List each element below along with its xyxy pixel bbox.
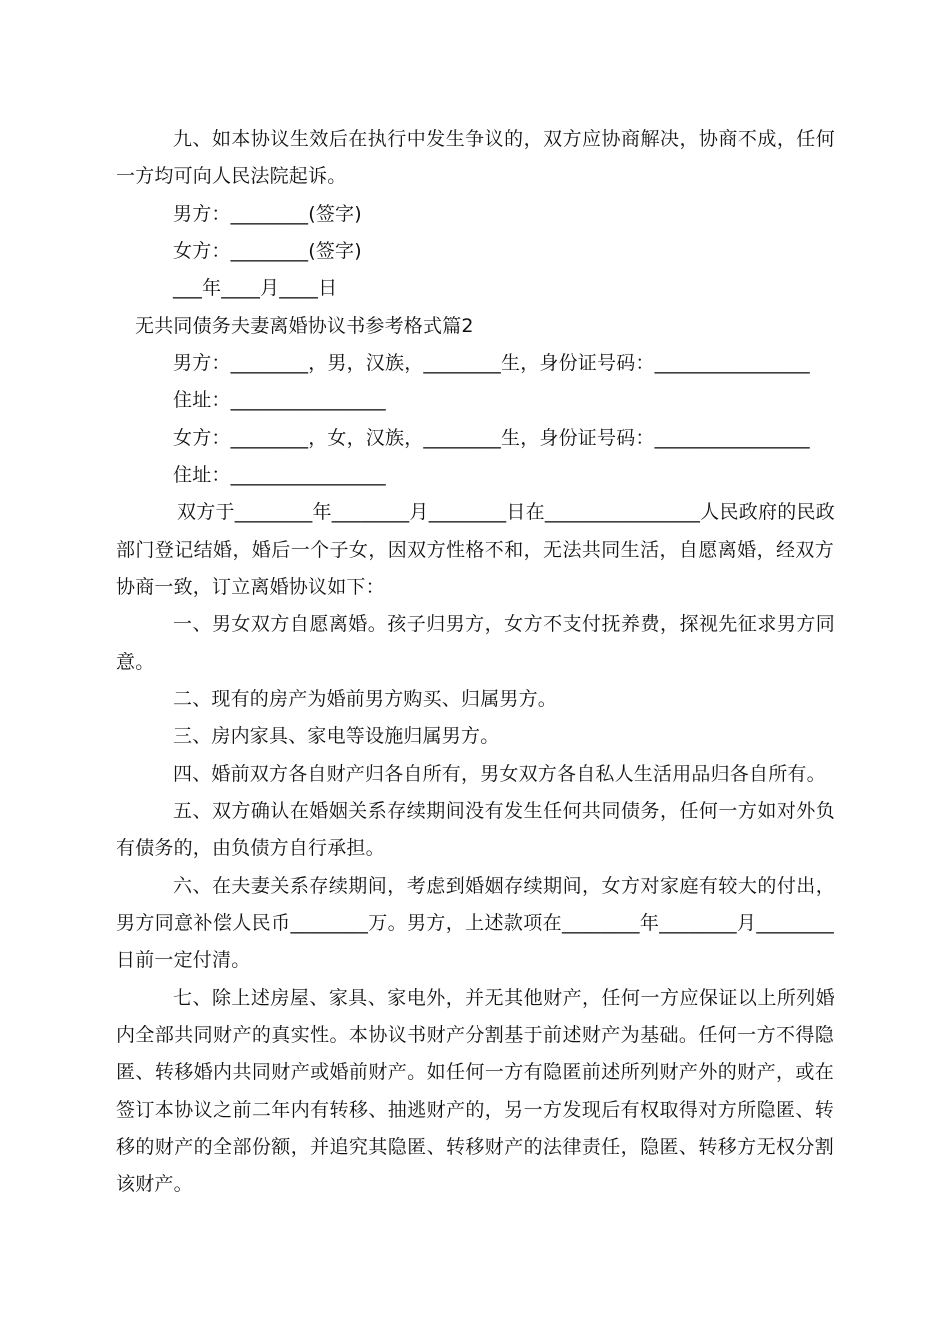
clause-5-line-1: 五、双方确认在婚姻关系存续期间没有发生任何共同债务，任何一方如对外负: [173, 800, 835, 822]
intro-line-1: 双方于________年________月________日在________________人民政府的民政: [177, 501, 835, 523]
date-line: ___年____月____日: [173, 277, 338, 299]
clause-9-line-2: 一方均可向人民法院起诉。: [116, 165, 347, 187]
female-signature-line: 女方：________(签字): [173, 240, 362, 262]
male-address-line: 住址：________________: [173, 389, 386, 411]
clause-7-line-2: 内全部共同财产的真实性。本协议书财产分割基于前述财产为基础。任何一方不得隐: [116, 1024, 834, 1046]
clause-5-line-2: 有债务的，由负债方自行承担。: [116, 837, 385, 859]
clause-2-line: 二、现有的房产为婚前男方购买、归属男方。: [173, 688, 558, 710]
clause-7-line-5: 移的财产的全部份额，并追究其隐匿、转移财产的法律责任，隐匿、转移方无权分割: [116, 1136, 834, 1158]
clause-7-line-4: 签订本协议之前二年内有转移、抽逃财产的，另一方发现后有权取得对方所隐匿、转: [116, 1099, 834, 1121]
clause-9-line-1: 九、如本协议生效后在执行中发生争议的，双方应协商解决，协商不成，任何: [173, 128, 835, 150]
clause-7-line-3: 匿、转移婚内共同财产或婚前财产。如任何一方有隐匿前述所列财产外的财产，或在: [116, 1061, 834, 1083]
intro-line-3: 协商一致，订立离婚协议如下：: [116, 576, 385, 598]
clause-1-line-1: 一、男女双方自愿离婚。孩子归男方，女方不支付抚养费，探视先征求男方同: [173, 613, 835, 635]
clause-6-line-3: 日前一定付清。: [116, 949, 251, 971]
clause-6-line-2: 男方同意补偿人民币________万。男方，上述款项在________年________月________: [116, 912, 834, 934]
clause-7-line-1: 七、除上述房屋、家具、家电外，并无其他财产，任何一方应保证以上所列婚: [173, 987, 835, 1009]
clause-4-line: 四、婚前双方各自财产归各自所有，男女双方各自私人生活用品归各自所有。: [173, 763, 826, 785]
female-address-line: 住址：________________: [173, 464, 386, 486]
clause-6-line-1: 六、在夫妻关系存续期间，考虑到婚姻存续期间，女方对家庭有较大的付出，: [173, 875, 835, 897]
male-signature-line: 男方：________(签字): [173, 203, 362, 225]
section-title: 无共同债务夫妻离婚协议书参考格式篇2: [135, 315, 474, 337]
intro-line-2: 部门登记结婚，婚后一个子女，因双方性格不和，无法共同生活，自愿离婚，经双方: [116, 539, 834, 561]
female-info-line: 女方：________，女，汉族，________生，身份证号码：________________: [173, 427, 810, 449]
clause-3-line: 三、房内家具、家电等设施归属男方。: [173, 725, 500, 747]
clause-1-line-2: 意。: [116, 651, 155, 673]
clause-7-line-6: 该财产。: [116, 1173, 193, 1195]
male-info-line: 男方：________，男，汉族，________生，身份证号码：________________: [173, 352, 810, 374]
